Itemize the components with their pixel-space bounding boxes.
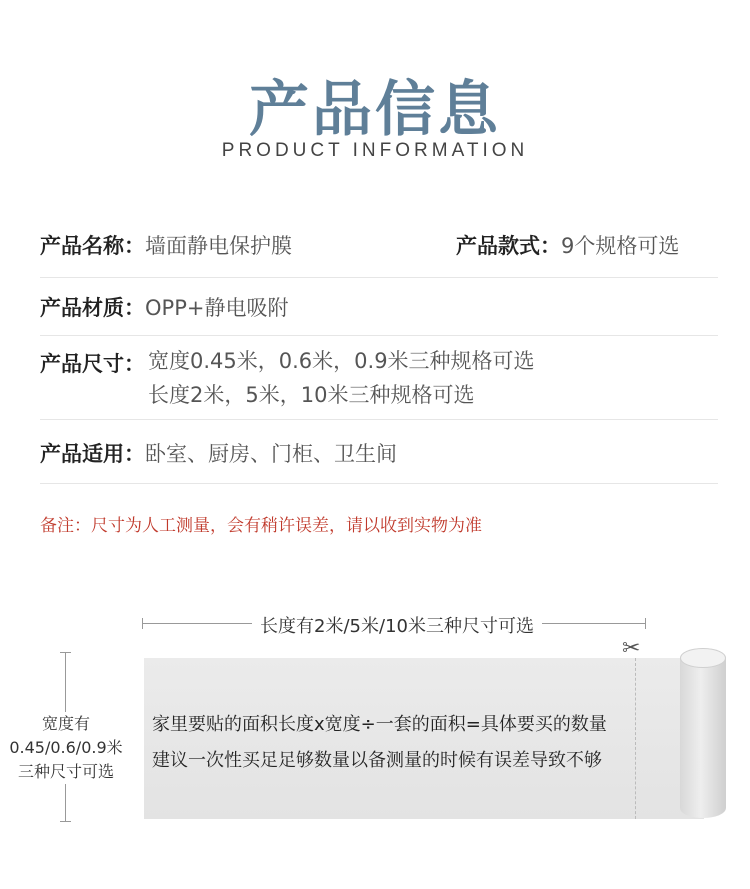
note-text: 备注：尺寸为人工测量，会有稍许误差，请以收到实物为准 [40,516,482,536]
product-name-label: 产品名称： [40,234,145,258]
row-product-size [40,348,718,420]
product-name-value: 墙面静电保护膜 [145,234,292,258]
page-subtitle: PRODUCT INFORMATION [221,140,529,161]
film-sheet [144,658,704,819]
row-product-material [40,292,718,336]
product-size-width: 宽度0.45米，0.6米，0.9米三种规格可选 [148,349,535,373]
row-product-name [40,230,718,278]
row-product-usage [40,438,718,484]
length-dimension [142,612,646,636]
width-label: 宽度有 0.45/0.6/0.9米 三种尺寸可选 [0,712,132,784]
product-usage-value: 卧室、厨房、门柜、卫生间 [145,442,397,466]
product-size-length: 长度2米，5米，10米三种规格可选 [148,383,475,407]
film-roll-end [680,648,726,668]
formula-line-2: 建议一次性买足足够数量以备测量的时候有误差导致不够 [152,750,602,771]
formula-line-1: 家里要贴的面积长度x宽度÷一套的面积=具体要买的数量 [152,714,607,735]
product-style-label: 产品款式： [456,234,561,258]
product-material-value: OPP+静电吸附 [145,296,289,320]
film-roll [680,648,726,818]
page-title: 产品信息 [249,75,501,145]
cut-line [635,658,636,819]
product-usage-label: 产品适用： [40,442,145,466]
product-material-label: 产品材质： [40,296,145,320]
product-size-label: 产品尺寸： [40,352,145,376]
length-label: 长度有2米/5米/10米三种尺寸可选 [252,612,542,638]
scissors-icon: ✂ [622,636,641,661]
product-style-value: 9个规格可选 [561,234,680,258]
